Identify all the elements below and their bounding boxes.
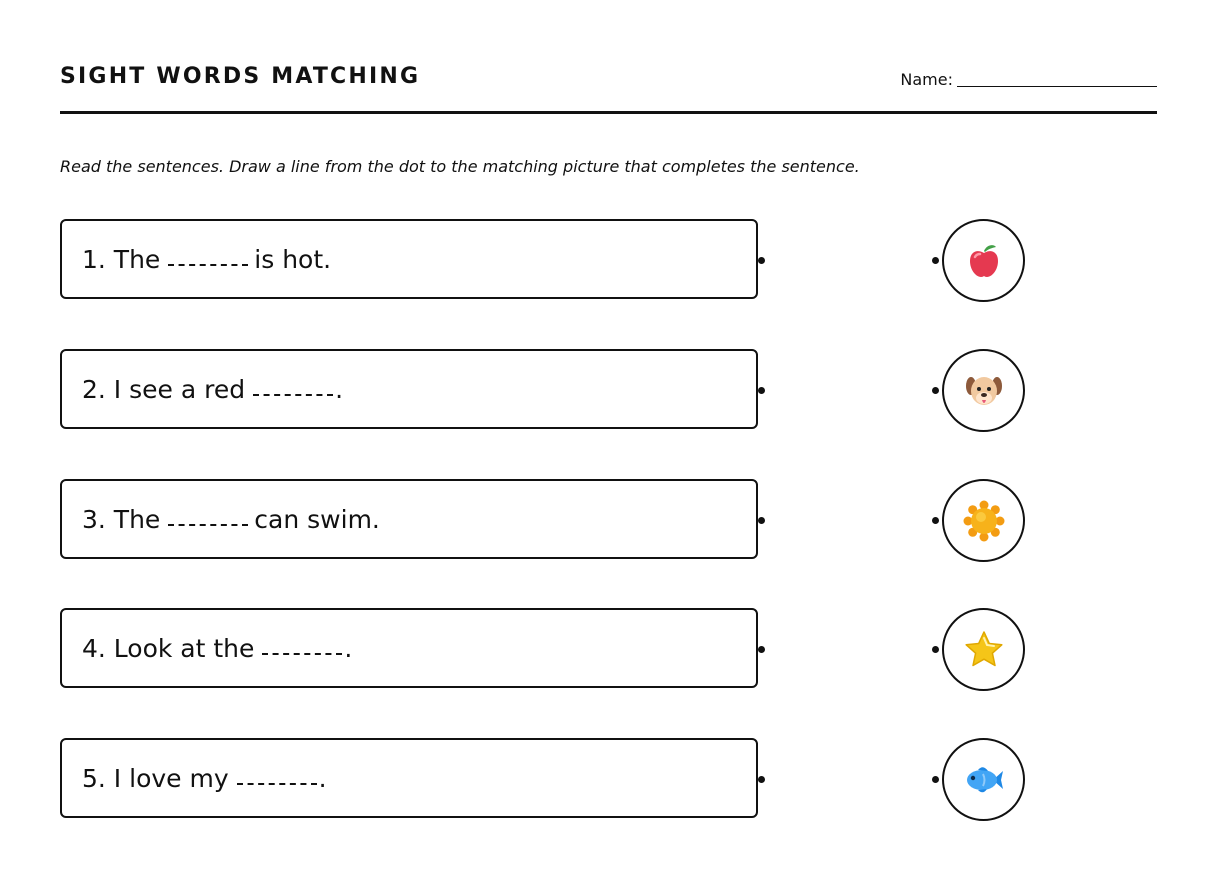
instructions: Read the sentences. Draw a line from the dot to the matching picture that completes the sentence. bbox=[60, 157, 860, 176]
blank-line bbox=[168, 263, 248, 266]
name-line[interactable] bbox=[957, 85, 1157, 87]
picture-dot[interactable] bbox=[932, 257, 939, 264]
sentence-box bbox=[60, 349, 758, 429]
picture-dot[interactable] bbox=[932, 387, 939, 394]
sentence-dot[interactable] bbox=[758, 517, 765, 524]
sentence-start: 4. Look at the bbox=[82, 634, 255, 663]
picture-circle[interactable] bbox=[942, 349, 1025, 432]
picture-circle[interactable] bbox=[942, 738, 1025, 821]
sentence bbox=[82, 634, 352, 664]
picture-circle[interactable] bbox=[942, 608, 1025, 691]
sentence bbox=[82, 375, 343, 405]
matching-row bbox=[60, 738, 1157, 820]
sentence-dot[interactable] bbox=[758, 646, 765, 653]
sentence-end: . bbox=[335, 375, 344, 404]
sentence-box bbox=[60, 608, 758, 688]
blank-line bbox=[253, 393, 333, 396]
sentence bbox=[82, 505, 380, 535]
blank-line bbox=[237, 782, 317, 785]
picture-circle[interactable] bbox=[942, 219, 1025, 302]
sentence-dot[interactable] bbox=[758, 257, 765, 264]
sentence-box bbox=[60, 479, 758, 559]
worksheet-header bbox=[60, 62, 1157, 102]
sun-icon bbox=[963, 500, 1005, 542]
blank-line bbox=[262, 652, 342, 655]
worksheet bbox=[60, 0, 1157, 879]
picture-dot[interactable] bbox=[932, 517, 939, 524]
picture-dot[interactable] bbox=[932, 646, 939, 653]
sentence-end: is hot. bbox=[254, 245, 332, 274]
blank-line bbox=[168, 523, 248, 526]
sentence-start: 2. I see a red bbox=[82, 375, 246, 404]
matching-row bbox=[60, 349, 1157, 431]
name-label: Name: bbox=[900, 70, 953, 89]
sentence bbox=[82, 764, 327, 794]
sentence-dot[interactable] bbox=[758, 387, 765, 394]
name-field bbox=[900, 70, 1157, 89]
sentence-start: 5. I love my bbox=[82, 764, 229, 793]
sentence-start: 3. The bbox=[82, 505, 161, 534]
sentence-start: 1. The bbox=[82, 245, 161, 274]
matching-row bbox=[60, 219, 1157, 301]
fish-icon bbox=[963, 759, 1005, 801]
matching-row bbox=[60, 479, 1157, 561]
sentence-dot[interactable] bbox=[758, 776, 765, 783]
sentence-box bbox=[60, 219, 758, 299]
header-divider bbox=[60, 111, 1157, 114]
picture-dot[interactable] bbox=[932, 776, 939, 783]
sentence-box bbox=[60, 738, 758, 818]
sentence-end: . bbox=[318, 764, 327, 793]
page-title: SIGHT WORDS MATCHING bbox=[60, 64, 421, 89]
sentence-end: can swim. bbox=[254, 505, 380, 534]
sentence-end: . bbox=[344, 634, 353, 663]
star-icon bbox=[963, 629, 1005, 671]
picture-circle[interactable] bbox=[942, 479, 1025, 562]
apple-icon bbox=[963, 240, 1005, 282]
dog-icon bbox=[963, 370, 1005, 412]
sentence bbox=[82, 245, 331, 275]
matching-row bbox=[60, 608, 1157, 690]
